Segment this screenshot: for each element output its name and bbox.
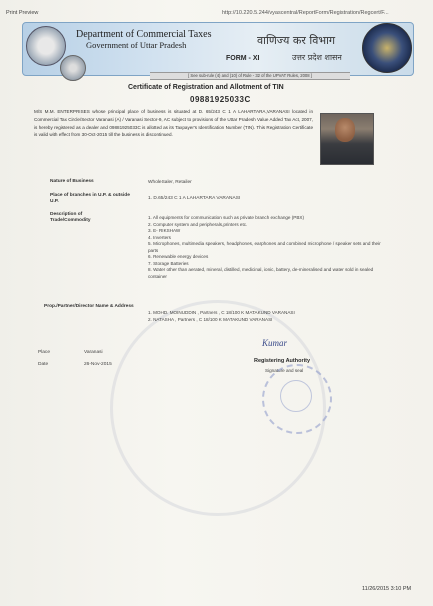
partners-label: Prop./Partner/Director Name & Address — [44, 304, 134, 309]
certificate-title: Certificate of Registration and Allotment of TIN — [128, 84, 284, 91]
date-value: 26-Nov-2015 — [84, 362, 112, 367]
commercial-tax-logo-icon — [362, 23, 412, 73]
partners-list — [148, 310, 388, 323]
list-item: 6. Renewable energy devices — [148, 254, 209, 259]
list-item: 2. NATASHA , Partners , C 18/100 K MATAKUND VARANASI — [148, 316, 273, 322]
list-item: 8. Water other than aerated, mineral, distilled, medicinal, ionic, battery, de-mineralised and water sold in sealed container — [148, 267, 374, 279]
dept-seal-icon — [60, 55, 86, 81]
list-item: 4. Inverters — [148, 234, 171, 240]
branches-value: 1. D.65/243 C 1 A LAHARTARA VARANASI — [148, 196, 241, 201]
form-number: FORM - XI — [226, 55, 260, 62]
page-url: http://10.220.5.244/vyascentral/ReportForm/Registration/Regcert/F... — [222, 10, 389, 16]
dept-name-en: Department of Commercial Taxes — [76, 29, 212, 40]
tin-number: 09881925033C — [190, 95, 251, 104]
gov-name-hi: उत्तर प्रदेश शासन — [292, 53, 342, 62]
list-item: 7. Storage Batteries — [148, 260, 189, 266]
list-item: 1. All equipments for communication such as private branch exchange (PBX) — [148, 215, 305, 220]
commodity-label: Description of Trade/Commodity — [50, 212, 91, 223]
place-value: Varanasi — [84, 350, 103, 355]
list-item: 3. E- RIKSHAW — [148, 228, 181, 233]
registering-authority: Registering Authority — [254, 358, 311, 364]
list-item: 5. Microphones, multimedia speakers, headphones, earphones and combined microphone / speaker sets and their parts — [148, 241, 381, 253]
list-item: 1. MOHD. MOINUDDIN , Partners , C 18/100 K MATAKUND VARANASI — [148, 310, 295, 315]
print-preview-label: Print Preview — [6, 10, 39, 16]
up-emblem-icon — [26, 26, 66, 66]
list-item: 2. Computer system and peripherals,printers etc. — [148, 221, 248, 227]
place-label: Place — [38, 350, 50, 355]
print-timestamp: 11/26/2015 3:10 PM — [362, 586, 412, 592]
signature-seal-text: Signature and seal — [265, 368, 304, 373]
branches-label: Place of branches in U.P. & outside U.P. — [50, 193, 130, 204]
official-stamp-inner — [280, 380, 312, 412]
nature-label: Nature of Business — [50, 179, 94, 184]
dept-name-hi: वाणिज्य कर विभाग — [257, 34, 336, 47]
nature-value: WholeSaler, Retailer — [148, 180, 192, 185]
authority-signature: Kumar — [262, 338, 288, 348]
gov-name-en: Government of Uttar Pradesh — [86, 40, 187, 50]
dealer-photo-face — [335, 118, 355, 142]
rule-reference: [ See sub-rule (4) and (10) of Rule - 32 of the UPVAT Rules, 2008 ] — [150, 72, 350, 80]
commodity-list — [148, 215, 388, 280]
certificate-paragraph: M/S M.M. ENTERPRISES whose principal place of business is situated at D. 65/243 C 1 A LAHARTARA,VARANASI located in Commercial Tax Circle/Sector Varanasi (A) / Varanasi Sector-9, AC subject to provisions of the Uttar Pradesh Value Added Tax Act, 2007, is hereby registered as a dealer and 09881925033C is allotted as its Taxpayer's Identification Number (TIN). This Registration Certificate is valid with effect from 30-Oct-2015 till the business is discontinued. — [34, 109, 313, 138]
date-label: Date — [38, 362, 49, 367]
